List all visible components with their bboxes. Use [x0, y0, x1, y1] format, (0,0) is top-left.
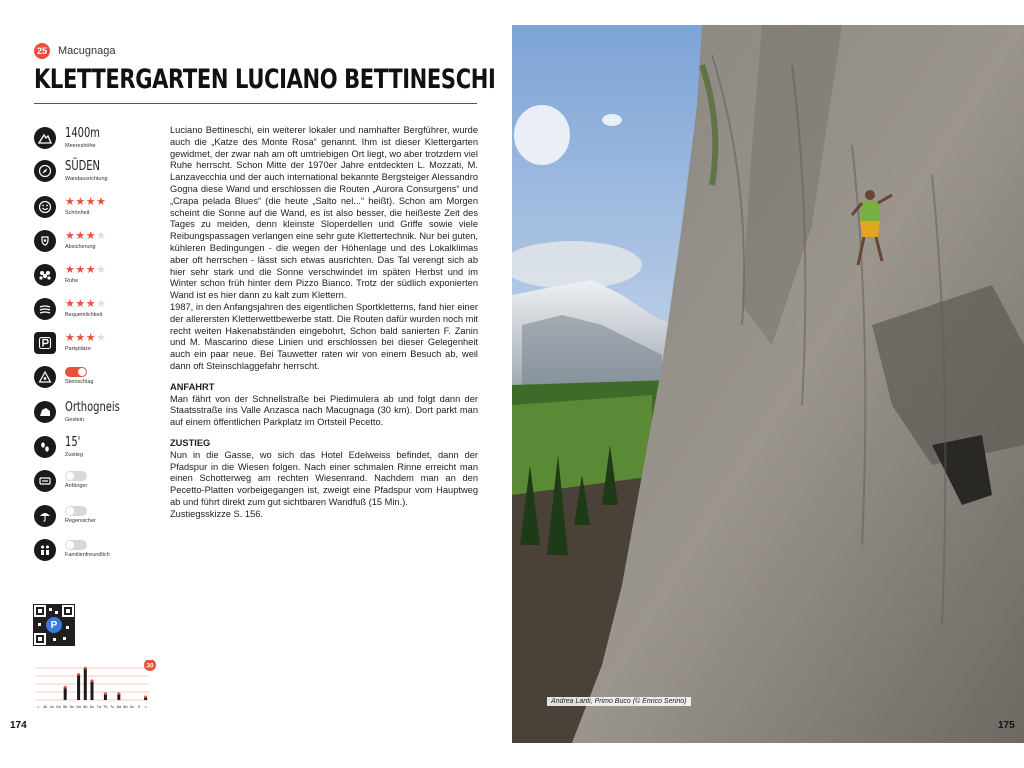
rockfall-icon	[34, 366, 56, 388]
rock-icon	[34, 401, 56, 423]
anfahrt-paragraph: Man fährt von der Schnellstraße bei Piedimulera ab und folgt dann der Staatsstraße ins Valle Anzasca nach Macugnaga (30 km). Dort parkt man auf einem öffentlichen Parkplatz im Ortsteil Pecetto.	[170, 393, 478, 428]
family-icon	[34, 539, 56, 561]
attr-rainproof	[34, 505, 96, 527]
parking-icon	[34, 332, 56, 354]
star-empty-icon: ★	[96, 298, 107, 310]
star-filled-icon: ★	[85, 196, 97, 208]
grade-tick-label: 7c	[110, 704, 115, 709]
star-empty-icon: ★	[96, 332, 107, 344]
grade-tick-label: 8b	[123, 704, 128, 709]
star-filled-icon: ★	[65, 196, 76, 208]
grade-bar-cap	[117, 692, 120, 695]
grade-tick-label: 6a	[76, 704, 81, 709]
grade-tick-label: 6c	[89, 704, 95, 709]
skizze-reference: Zustiegsskizze S. 156.	[170, 508, 264, 519]
smile-icon	[34, 196, 56, 218]
title-divider	[34, 103, 477, 104]
attr-label: Zustieg	[65, 452, 84, 458]
attr-label: Parkplätze	[65, 346, 91, 352]
rating-stars	[65, 196, 107, 208]
grade-bar-cap	[91, 679, 94, 682]
attr-label: Meereshöhe	[65, 143, 96, 149]
crowd-icon	[34, 264, 56, 286]
star-filled-icon: ★	[75, 264, 86, 276]
grade-tick-label: 7b	[103, 704, 108, 709]
star-filled-icon: ★	[75, 196, 86, 208]
path-icon	[34, 298, 56, 320]
rating-stars	[65, 298, 107, 310]
grade-tick-label: 7a	[96, 704, 101, 709]
attr-rock	[34, 401, 130, 423]
attr-label: Familienfreundlich	[65, 552, 110, 558]
rating-stars	[65, 264, 107, 276]
star-filled-icon: ★	[65, 230, 76, 242]
history-paragraph: 1987, in den Anfangsjahren des eigentlichen Sportkletterns, fand hier einer der allerersten Kletterwettbewerbe statt. Die Routen dafür wurden noch mit recht weiten Hakenabständen eingebohrt, Schon bald sanierten F. Zanin und M. Mascarino diese Linien und erschlossen bei dieser Gelegenheit auch ein paar neue. Bei Tauwetter raten wir von einem Besuch ab, weil dann oft Steinschlaggefahr herrscht.	[170, 301, 478, 371]
parking-map-badge: P	[46, 617, 62, 633]
attr-label: Steinschlag	[65, 379, 94, 385]
attr-beginner	[34, 470, 87, 492]
intro-paragraph: Luciano Bettineschi, ein weiterer lokaler und namhafter Bergführer, wurde auch die „Katze des Monte Rosa“ genannt. Ihm ist dieser Klettergarten gewidmet, der zwar nah am oft umtriebigen Ort liegt, wo aber trotzdem viel Ruhe herrscht. Schon Mitte der 1970er Jahre entdeckten L. Mozzati, M. Lanzavecchia und der auch international bekannte Bergsteiger Alessandro Gogna diese Wand und erschlossen die Routen „Aurora Consurgens“ und „Crapa pelada Blues“ (die heute „Salto nel...“ heißt). Schon am Morgen scheint die Sonne auf die Wand, es ist also besser, die heißeste Zeit des Tages zu meiden, denn kleinste Sloperdellen und Griffe sowie viele Reibungspassagen verlangen eine sehr gute Klettertechnik. Nur bei guten, kühleren Bedingungen - die wegen der Höhenlage und des Lokalklimas aber oft herrschen - lässt sich etwas ausrichten. Das Tal verengt sich ab hier sehr stark und die Sonne verschwindet im späten Herbst und im Winter schon früh hinter dem Pizzo Bianco. Trotz der südlich exponierten Wand ist es hier dann zu kalt zum Klettern.	[170, 125, 478, 301]
grade-bar-cap	[84, 667, 87, 670]
grade-distribution-chart	[33, 660, 161, 712]
rain-icon	[34, 505, 56, 527]
grade-tick-label: >	[144, 704, 147, 709]
star-filled-icon: ★	[96, 196, 107, 208]
attr-altitude	[34, 127, 106, 149]
page-title: KLETTERGARTEN LUCIANO BETTINESCHI	[34, 64, 496, 95]
page-number-right: 175	[998, 720, 1015, 731]
attr-protection	[34, 230, 107, 252]
grade-tick-label: 5b	[62, 704, 68, 709]
star-empty-icon: ★	[96, 264, 107, 276]
route-count-label: 30	[146, 662, 154, 670]
anchor-bolt-icon	[34, 230, 56, 252]
body-text	[170, 125, 478, 521]
grade-tick-label: 4c	[49, 704, 54, 709]
grade-bar-cap	[64, 686, 67, 689]
rainproof-toggle	[65, 506, 87, 516]
attr-parking	[34, 332, 107, 354]
attr-quiet	[34, 264, 107, 286]
rating-stars	[65, 332, 107, 344]
compass-icon	[34, 160, 56, 182]
family-toggle	[65, 540, 87, 550]
attr-label: Anfänger	[65, 483, 88, 489]
attr-value: SÜDEN	[65, 159, 100, 174]
grade-bar-cap	[104, 692, 107, 695]
grade-tick-label: 9	[137, 704, 141, 709]
grade-tick-label: 8c	[130, 704, 135, 709]
chapter-header	[34, 43, 116, 59]
grade-bar	[77, 674, 80, 700]
star-filled-icon: ★	[65, 332, 76, 344]
photo-illustration	[512, 25, 1024, 743]
qr-code[interactable]	[33, 604, 75, 646]
star-filled-icon: ★	[65, 264, 76, 276]
mountain-icon	[34, 127, 56, 149]
attr-label: Ruhe	[65, 278, 79, 284]
attr-value: 1400m	[65, 126, 100, 141]
beginner-icon	[34, 470, 56, 492]
grade-bar-cap	[144, 695, 147, 698]
grade-tick-label: 5c	[69, 704, 74, 709]
attr-value: Orthogneis	[65, 400, 120, 415]
attr-family	[34, 539, 110, 561]
zustieg-paragraph: Nun in die Gasse, wo sich das Hotel Edelweiss befindet, dann der Pfadspur in die Wiesen folgen. Nach einer schmalen Rinne erreicht man einen Schotterweg am rechten Wiesenrand. Nachdem man an den Pecetto-Platten vorbeigegangen ist, zweigt eine Pfadspur vom Hauptweg ab und führt direkt zum gut sichtbaren Wandfuß (15 Min.).	[170, 449, 478, 507]
rating-stars	[65, 230, 107, 242]
grade-bar-cap	[77, 673, 80, 676]
attr-comfort	[34, 298, 107, 320]
star-filled-icon: ★	[65, 298, 76, 310]
chapter-number-badge: 25	[34, 43, 50, 59]
chapter-region: Macugnaga	[58, 45, 116, 57]
grade-tick-label: 6b	[83, 704, 88, 709]
star-filled-icon: ★	[75, 230, 86, 242]
star-filled-icon: ★	[85, 230, 97, 242]
attr-approach	[34, 436, 83, 458]
attr-orientation	[34, 160, 108, 182]
footsteps-icon	[34, 436, 56, 458]
grade-bar	[84, 668, 87, 700]
star-filled-icon: ★	[75, 332, 86, 344]
attr-beauty	[34, 196, 107, 218]
page-number-left: 174	[10, 720, 27, 731]
grade-tick-label: 8a	[116, 704, 122, 709]
star-filled-icon: ★	[85, 264, 97, 276]
attr-rockfall	[34, 366, 93, 388]
grade-bar	[91, 681, 94, 700]
star-empty-icon: ★	[96, 230, 107, 242]
climbing-photo	[512, 25, 1024, 743]
beginner-toggle	[65, 471, 87, 481]
grade-bar	[64, 687, 67, 700]
attr-label: Regensicher	[65, 518, 96, 524]
attr-value: 15'	[65, 435, 81, 450]
grade-tick-label: 5a	[56, 704, 61, 709]
anfahrt-heading: ANFAHRT	[170, 381, 215, 392]
rockfall-toggle	[65, 367, 87, 377]
attr-label: Gestein	[65, 417, 84, 423]
grade-tick-label: <	[37, 704, 40, 709]
grade-tick-label: 4b	[42, 704, 48, 709]
star-filled-icon: ★	[75, 298, 86, 310]
star-filled-icon: ★	[85, 332, 97, 344]
star-filled-icon: ★	[85, 298, 97, 310]
photo-credit: Andrea Lanti, Primo Buco (© Enrico Serino)	[547, 697, 691, 706]
zustieg-heading: ZUSTIEG	[170, 437, 211, 448]
attr-label: Schönheit	[65, 210, 90, 216]
attr-label: Bequemlichkeit	[65, 312, 103, 318]
attr-label: Wandausrichtung	[65, 176, 108, 182]
attr-label: Absicherung	[65, 244, 96, 250]
